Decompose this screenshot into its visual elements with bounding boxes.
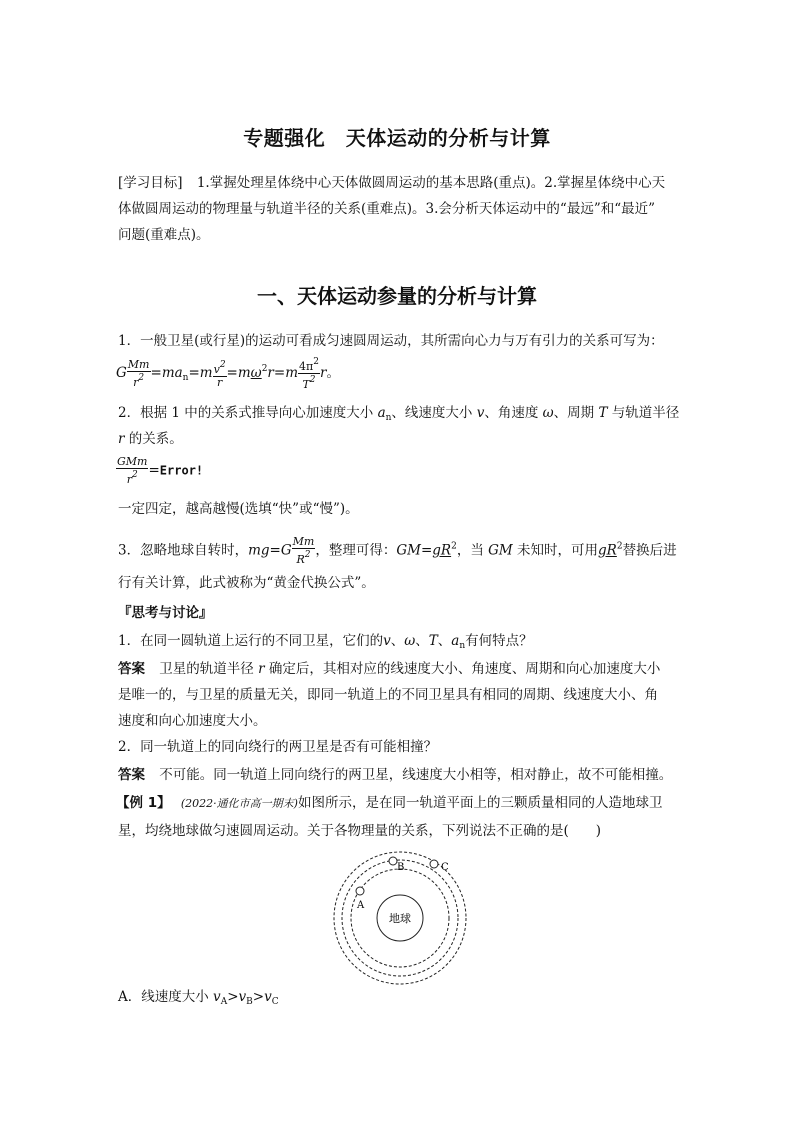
answer-1-text-a: 卫星的轨道半径 — [159, 661, 254, 677]
objectives-label: [学习目标] — [118, 175, 183, 191]
item-2-line-1: 2．根据 1 中的关系式推导向心加速度大小 $a_n$、线速度大小 v、角速度 ω、周期 T 与轨道半径 — [118, 405, 680, 423]
orbit-figure — [330, 848, 470, 988]
question-1: 1．在同一圆轨道上运行的不同卫星，它们的v、ω、T、$a_n$有何特点？ — [118, 633, 533, 651]
item-2-text-d: 、周期 — [553, 405, 595, 421]
rule-text: 一定四定，越高越慢(选填“快”或“慢”)。 — [118, 501, 359, 517]
question-1-text-a: 1．在同一圆轨道上运行的不同卫星，它们的 — [118, 633, 384, 649]
question-1-text-b: 有何特点？ — [465, 633, 533, 649]
example-label: 【例 1】 — [116, 795, 171, 811]
item-2-text-e: 与轨道半径 — [611, 405, 680, 421]
item-3-text-e: 替换后进 — [622, 542, 677, 559]
option-a-text: A．线速度大小 — [118, 989, 209, 1005]
objectives-text-1: 1.掌握处理星体绕中心天体做圆周运动的基本思路(重点)。2.掌握星体绕中心天 — [196, 175, 666, 191]
example-source: (2022·通化市高一期末) — [180, 797, 298, 810]
question-2: 2．同一轨道上的同向绕行的两卫星是否有可能相撞？ — [118, 739, 438, 755]
item-3-line-2: 行有关计算，此式被称为“黄金代换公式”。 — [118, 575, 375, 591]
objectives-line-3: 问题(重难点)。 — [118, 227, 210, 243]
answer-2-text: 不可能。同一轨道上同向绕行的两卫星，线速度大小相等，相对静止，故不可能相撞。 — [159, 767, 673, 783]
answer-1-line-2: 是唯一的，与卫星的质量无关，即同一轨道上的不同卫星具有相同的周期、线速度大小、角 — [118, 687, 658, 703]
satellite-b — [389, 857, 397, 865]
item-1-formula: G $\frac{Mm}{r^2}$ $=ma_n=m$ $\frac{v^2}{r}$ $=m\omega^2r=m$ $\frac{4\pi^2}{T^2}$ r。 — [116, 357, 340, 391]
item-2-text-b: 、线速度大小 — [391, 405, 473, 421]
item-2-formula: $\frac{\text{GMm}}{r^2}$ =Error! — [117, 455, 204, 486]
item-3-text-b: ，整理可得： — [315, 542, 397, 559]
item-2-text-c: 、角速度 — [484, 405, 539, 421]
item-2-line-2: r 的关系。 — [118, 431, 183, 447]
item-2-text-f: 的关系。 — [128, 431, 183, 447]
item-1-text: 1．一般卫星(或行星)的运动可看成匀速圆周运动，其所需向心力与万有引力的关系可写为： — [118, 333, 664, 349]
answer-label: 答案 — [118, 767, 145, 783]
think-heading: 『思考与讨论』 — [118, 605, 213, 621]
earth-label: 地球 — [389, 912, 411, 925]
satellite-c — [430, 860, 438, 868]
error-text: Error! — [159, 463, 204, 478]
example-line-1 — [116, 794, 662, 813]
answer-label: 答案 — [118, 661, 145, 677]
item-3-line-1: 3．忽略地球自转时，mg=G $\frac{Mm}{R^2}$ ，整理可得：$GM=gR^2$，当 GM 未知时，可用$gR^2$替换后进 — [118, 535, 677, 566]
satellite-b-label: B — [397, 862, 405, 873]
objectives-line-1 — [118, 174, 665, 192]
satellite-a — [356, 887, 364, 895]
answer-1-line-1: 答案 卫星的轨道半径 r 确定后，其相对应的线速度大小、角速度、周期和向心加速度大小 — [118, 661, 661, 677]
satellite-c-label: C — [441, 862, 449, 873]
section-heading: 一、天体运动参量的分析与计算 — [257, 284, 537, 308]
example-line-2: 星，均绕地球做匀速圆周运动。关于各物理量的关系，下列说法不正确的是( ) — [118, 823, 602, 839]
option-a: A．线速度大小 $v_A>v_B>v_C$ — [118, 989, 279, 1007]
satellite-a-label: A — [357, 900, 365, 911]
item-3-text-c: ，当 — [456, 542, 484, 559]
example-text-1: 如图所示，是在同一轨道平面上的三颗质量相同的人造地球卫 — [297, 795, 663, 811]
page-title: 专题强化 天体运动的分析与计算 — [243, 126, 551, 150]
item-2-text-a: 2．根据 1 中的关系式推导向心加速度大小 — [118, 405, 374, 421]
answer-2 — [118, 766, 672, 784]
item-3-text-d: 未知时，可用 — [517, 542, 599, 559]
item-3-text-a: 3．忽略地球自转时， — [118, 542, 249, 559]
answer-1-line-3: 速度和向心加速度大小。 — [118, 713, 267, 729]
objectives-line-2: 体做圆周运动的物理量与轨道半径的关系(重难点)。3.会分析天体运动中的“最远”和“最近” — [118, 201, 656, 217]
answer-1-text-b: 确定后，其相对应的线速度大小、角速度、周期和向心加速度大小 — [268, 661, 661, 677]
